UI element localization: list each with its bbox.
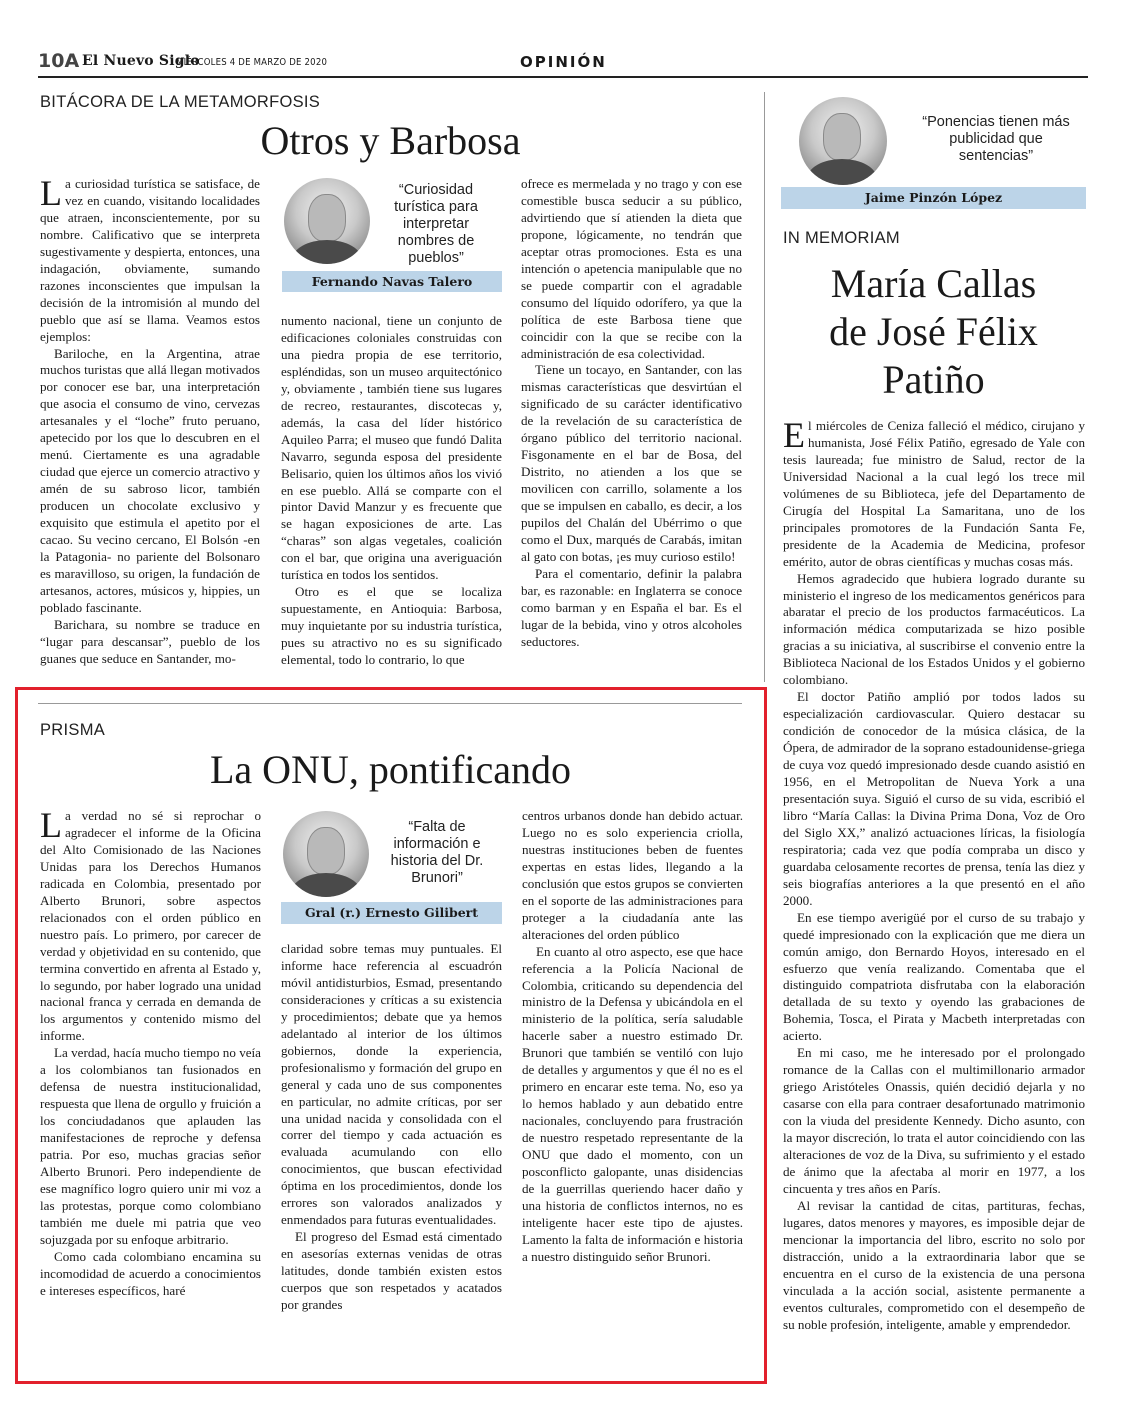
article2-headline: La ONU, pontificando [209,747,571,792]
section-divider [38,703,742,704]
section-label: OPINIÓN [520,53,607,71]
paragraph: Otro es el que se localiza supuestamente, en Antioquia: Barbosa, muy inquietante por su industria turística, pues su atractivo no es su significado elemental, todo lo contrario, lo que [281,584,502,668]
headline-line: María Callas [830,261,1037,306]
paragraph: El progreso del Esmad está cimentado en asesorías externas venidas de otras latitudes, donde también existen estos cuerpos que son respetados y acatados por grandes [281,1229,502,1313]
pull-quote-text: “Curiosidad turística para interpretar nombres de pueblos” [394,182,478,266]
article2-column-2 [281,941,502,1350]
article1-column-2 [281,313,502,684]
article1-kicker: BITÁCORA DE LA METAMORFOSIS [40,93,321,111]
article1-headline: Otros y Barbosa [260,118,521,163]
author-name: Gral (r.) Ernesto Gilibert [281,902,502,924]
author-photo [284,178,370,264]
paragraph: En cuanto al otro aspecto, ese que hace referencia a la Policía Nacional de Colombia, criticando su dependencia del ministro de la Defensa y ubicándola en el ministerio de la política, sería saludable hacerle saber a nuestro estimado Dr. Brunori que también se ventiló con lujo de detalles y argumentos y que él no es el primero en encarar este tema. No, eso ya lo hemos hablado y aun debatido entre nacionales, concluyendo para frustración de nuestro respetado representante de la ONU que dado el momento, con un posconflicto galopante, unas disidencias de la guerrillas queriendo hacer daño y una historia de conflictos internos, no es inteligente hacer este tipo de ajustes. Lamento la falta de información e historia a nuestro distinguido señor Brunori. [522,943,743,1264]
dropcap: L [40,176,62,213]
paragraph: a verdad no sé si reprochar o agradecer el informe de la Oficina del Alto Comisionado de las Naciones Unidas para los Derechos Humanos radicada en Colombia, presentado por Alberto Brunori, sobre aspectos relacionados con el orden público en nuestro país. Lo primero, por carecer de verdad y objetividad en su contenido, que termina convertido en afrenta al Estado y, lo segundo, por haber logrado una unidad nacional franca y cerrada en demanda de los argumentos y contenido mismo del informe. [40,808,261,1044]
dropcap: E [783,418,805,455]
paragraph: Hemos agradecido que hubiera logrado durante su ministerio el ingreso de los medicamentos genéricos para abaratar el precio de los productos farmacéuticos. La información médica computarizada se hizo posible gracias a su iniciativa, al suscribirse el convenio entre la Biblioteca Nacional de los Estados Unidos y el gobierno colombiano. [783,570,1085,688]
paragraph: Barichara, su nombre se traduce en “lugar para descansar”, pueblo de los guanes que seduce en Santander, mo- [40,616,260,666]
paragraph: Para el comentario, definir la palabra bar, es razonable: en Inglaterra se conoce como barman y en España el bar. Es el lugar de la bebida, vino y otros alcoholes seductores. [521,565,742,649]
article1-column-1 [40,176,260,684]
paragraph: Al revisar la cantidad de citas, partituras, fechas, lugares, datos menores y mayores, es imposible dejar de mencionar la importancia del libro, escrito no solo por distracción, unido a la extraordinaria labor que se encuentra en el curso de la existencia de una persona vinculada a la acción social, asistente permanente a eventos culturales, comprometido con el desempeño de su noble profesión, inteligente, amable y emprendedor. [783,1197,1085,1332]
paragraph: Tiene un tocayo, en Santander, con las mismas características que desvirtúan el significado de su carácter identificativo de la revelación de su característica de órgano público del territorio nacional. Fisgonamente en el bar de Bosa, del Distrito, no atienden a los que se movilicen con carrillo, solamente a los que se impulsen en caballo, es decir, a los pupilos del Chalán del Ubérrimo o que como el Dux, marqués de Carabás, imitan al gato con botas, ¡es muy curioso estilo! [521,362,742,564]
headline-line: de José Félix [829,309,1038,354]
column-divider [764,92,765,682]
page-number: 10A [38,50,80,72]
paragraph: Como cada colombiano encamina su incomodidad de acuerdo a conocimientos e intereses específicos, haré [40,1248,261,1298]
pull-quote-text: “Ponencias tienen más publicidad que sentencias” [922,114,1070,164]
masthead: El Nuevo Siglo [82,53,200,69]
paragraph: Bariloche, en la Argentina, atrae muchos turistas que allá llegan motivados por conocer ese bar, una interpretación que asocia el consumo de vino, cervezas artesanales y el “loche” fruto peruano, apetecido por los que lo descubren en el menú. Ciertamente es una agradable ciudad que ejerce un comercio atractivo y amén de su sabroso licor, también producen un chocolate exclusivo y exquisito que estimula el apetito por el cacao. Su vecino cercano, El Bolsón -en la Patagonia- no pariente del Bolsonaro es maravilloso, su origen, la fundación de artesanos, actores, músicos y, hippies, un poblado fascinante. [40,345,260,615]
author-name: Jaime Pinzón López [781,187,1086,209]
headline-line: Patiño [882,357,985,402]
paragraph: En ese tiempo averigüé por el curso de su trabajo y quedé impresionado con la explicación que me diera un común amigo, don Bernardo Hoyos, interesado en el esfuerzo que venía realizando. Comentaba que el distinguido compatriota disfrutaba con la elaboración detallada de su texto y oyendo las grabaciones de Bohemia, Tosca, el Pirata y Macbeth interpretadas con acierto. [783,909,1085,1044]
article3-headline [781,260,1086,404]
paragraph: l miércoles de Ceniza falleció el médico, cirujano y humanista, José Félix Patiño, egresado de Yale con tesis laureada; fue ministro de Salud, rector de la Universidad Nacional a la cual legó los trece mil volúmenes de su Biblioteca, jefe del Departamento de Cirugía del Hospital La Samaritana, uno de los principales promotores de la Fundación Santa Fe, presidente de la Academia de Medicina, profesor emérito, autor de obras científicas y muchas cosas más. [783,418,1085,569]
pull-quote-text: “Falta de información e historia del Dr. Brunori” [390,819,484,886]
article3-pull-quote [781,95,1086,211]
issue-date: MIÉRCOLES 4 DE MARZO DE 2020 [176,57,328,68]
author-photo [799,97,887,185]
paragraph: a curiosidad turística se satisface, de vez en cuando, visitando localidades que atraen, inconscientemente, por su nombre. Calificativo que se interpreta sugestivamente y despierta, entonces, una indagación, obviamente, sumando razones inconscientes que impulsan la decisión de la intromisión al mundo del pueblo que así se llama. Veamos estos ejemplos: [40,176,260,344]
paragraph: numento nacional, tiene un conjunto de edificaciones coloniales construidas con una piedra propia de ese territorio, espléndidas, son un museo arquitectónico y, obviamente , también tiene sus lugares de recreo, restaurantes, discotecas y, además, la casa del líder histórico Aquileo Parra; el museo que fundó Dalita Navarro, segunda esposa del presidente Belisario, quien los últimos años los vivió en ese pueblo. Allá se comparte con el pintor David Manzur y es frecuente que se hagan exposiciones de arte. Las “charas” son algas vegetales, coalición con el bar, que origina una averiguación turística en todos los sentidos. [281,313,502,583]
dropcap: L [40,808,62,845]
paragraph: La verdad, hacía mucho tiempo no veía a los colombianos tan fusionados en defensa de nuestra institucionalidad, respuesta que llena de orgullo y fruición a los conciudadanos que aplauden las manifestaciones de reproche y defensa patria. Por eso, muchas gracias señor Alberto Brunori. Pero independiente de ese magnífico logro quiero unir mi voz a las protestas, porque como colombiano también me duele mi patria que veo sojuzgada por su enfoque arbitrario. [40,1045,261,1247]
article2-column-3 [522,808,743,1350]
header-rule [38,76,1088,78]
article2-column-1 [40,808,261,1350]
author-name: Fernando Navas Talero [282,271,502,292]
article1-column-3 [521,176,742,684]
paragraph: ofrece es mermelada y no trago y con ese comestible busca seducir a su público, advirtiendo que sí atienden la dieta que propone, lógicamente, no tendrán que aceptar otras promociones. Esta es una intención o apetencia manipulable que no se puede compartir con el agradable consumo del líquido odorífero, ya que la política de este Barbosa tiene que coincidir con la que se recibe con la administración de esa colectividad. [521,176,742,361]
article2-kicker: PRISMA [40,721,106,739]
paragraph: En mi caso, me he interesado por el prolongado romance de la Callas con el multimillonario armador griego Aristóteles Onassis, quién decidió dejarla y no casarse con ella para contraer desafortunado matrimonio con la viuda del presidente Kennedy. Dicho asunto, con la mayor discreción, lo trata el autor coincidiendo con las alteraciones de voz de la Diva, su sufrimiento y el estado de ánimo que la afectaba al morir en 1977, a los cincuenta y tres años en París. [783,1045,1085,1196]
author-photo [283,811,369,897]
article3-body [783,418,1085,1354]
paragraph: centros urbanos donde han debido actuar. Luego no es solo experiencia criolla, nuestras instituciones beben de fuentes expertas en estas lides, llegando a la conclusión que estos grupos se convierten en el soporte de las administraciones para proteger a la ciudadanía ante las alteraciones del orden público [522,808,743,942]
paragraph: El doctor Patiño amplió por todos lados su especialización cardiovascular. Quiero destacar su condición de conocedor de la música clásica, de la Ópera, de admirador de la soprano estadounidense-griega de cuya voz quedó impresionado desde cuando asistió en 1956, en el Metropolitan de Nueva York a una presentación suya. Siguió el curso de su vida, escribió el libro “María Callas: la Divina Prima Dona, Voz de Oro del Siglo XX,” analizó actuaciones líricas, la fisiología respiratoria; cada vez que podía compraba un disco y guardaba celosamente recortes de prensa, tenía las diez y seis biografías anteriores a la que presentó en el año 2000. [783,689,1085,908]
article2-pull-quote [281,809,502,925]
article1-pull-quote [282,176,502,292]
paragraph: claridad sobre temas muy puntuales. El informe hace referencia al escuadrón móvil antidisturbios, Esmad, presentando consideraciones y críticas a su existencia y procedimientos; debate que ya hemos adelantado al interior de los últimos gobiernos, donde la experiencia, profesionalismo y formación del grupo en general y cada uno de sus componentes en particular, no admite críticas, por ser una unidad nacida y consolidada con el correr del tiempo y cada actuación es evaluada acumulando con ello conocimientos, que buscan efectividad óptima en los procedimientos, donde los errores son valorados analizados y enmendados para futuras eventualidades. [281,941,502,1228]
article3-kicker: IN MEMORIAM [783,229,900,247]
